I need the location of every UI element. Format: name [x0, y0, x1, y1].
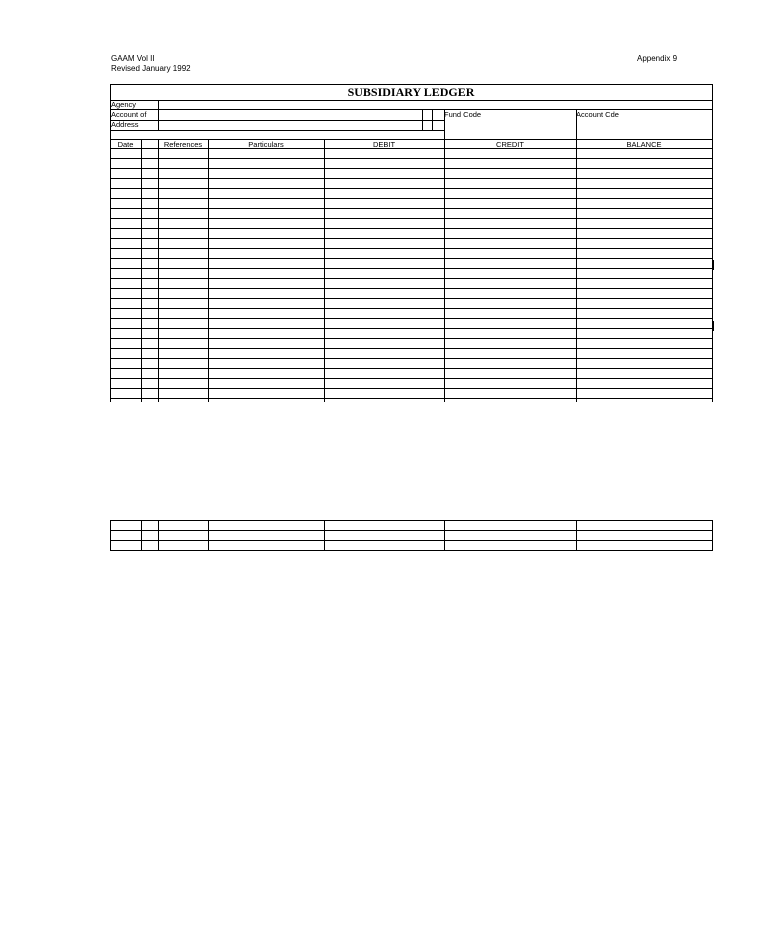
- fund-code-label: Fund Code: [444, 110, 482, 119]
- edge-mark: [713, 260, 714, 270]
- ledger-row-line: [110, 248, 712, 249]
- ledger-row-line: [110, 358, 712, 359]
- ledger-row-line: [110, 348, 712, 349]
- label-column-divider: [158, 100, 159, 130]
- continuation-column-divider: [576, 520, 577, 551]
- ledger-row-line: [110, 298, 712, 299]
- continuation-column-divider: [158, 520, 159, 551]
- form-left-border: [110, 84, 111, 402]
- ledger-row-line: [110, 398, 712, 399]
- account-of-label: Account of: [111, 110, 147, 119]
- ledger-row-line: [110, 338, 712, 339]
- title-divider: [110, 100, 712, 101]
- ledger-row-line: [110, 198, 712, 199]
- continuation-row-line: [110, 520, 712, 521]
- continuation-column-divider: [444, 520, 445, 551]
- ledger-row-line: [110, 228, 712, 229]
- ledger-column-divider: [141, 139, 142, 402]
- continuation-column-divider: [110, 520, 111, 551]
- ledger-row-line: [110, 178, 712, 179]
- ledger-column-divider: [208, 139, 209, 402]
- ledger-title: SUBSIDIARY LEDGER: [347, 85, 475, 99]
- agency-label: Agency: [111, 100, 137, 109]
- document-header-left: [111, 54, 191, 74]
- continuation-row-line: [110, 540, 712, 541]
- continuation-row-line: [110, 530, 712, 531]
- ledger-row-line: [110, 378, 712, 379]
- column-header-debit: DEBIT: [372, 140, 396, 149]
- ledger-row-line: [110, 288, 712, 289]
- header-block-bottom: [110, 139, 712, 140]
- ledger-row-line: [110, 318, 712, 319]
- account-box-divider: [432, 109, 433, 130]
- column-header-particulars: Particulars: [248, 140, 284, 149]
- appendix-label: Appendix 9: [637, 54, 678, 63]
- ledger-row-line: [110, 168, 712, 169]
- ledger-row-line: [110, 308, 712, 309]
- ledger-row-line: [110, 368, 712, 369]
- fund-code-divider: [444, 109, 445, 139]
- ledger-column-divider: [444, 139, 445, 402]
- ledger-column-divider: [324, 139, 325, 402]
- ledger-row-line: [110, 328, 712, 329]
- column-header-references: References: [163, 140, 203, 149]
- account-code-divider: [576, 109, 577, 139]
- revision-date: Revised January 1992: [111, 64, 191, 73]
- ledger-row-line: [110, 238, 712, 239]
- address-label: Address: [111, 120, 139, 129]
- continuation-column-divider: [712, 520, 713, 551]
- form-top-border: [110, 84, 712, 85]
- column-header-bottom: [110, 148, 712, 149]
- ledger-row-line: [110, 218, 712, 219]
- column-header-date: Date: [117, 140, 134, 149]
- ledger-row-line: [110, 158, 712, 159]
- continuation-column-divider: [141, 520, 142, 551]
- ledger-row-line: [110, 208, 712, 209]
- column-header-credit: CREDIT: [496, 140, 524, 149]
- account-box-divider: [422, 109, 423, 130]
- account-row-divider: [110, 120, 444, 121]
- ledger-column-divider: [576, 139, 577, 402]
- continuation-row-line: [110, 550, 712, 551]
- ledger-row-line: [110, 388, 712, 389]
- ledger-row-line: [110, 188, 712, 189]
- address-row-divider: [110, 130, 444, 131]
- form-right-border: [712, 84, 713, 402]
- continuation-column-divider: [208, 520, 209, 551]
- subsidiary-ledger-form: [110, 84, 712, 402]
- continuation-column-divider: [324, 520, 325, 551]
- account-code-label: Account Cde: [576, 110, 619, 119]
- edge-mark: [713, 321, 714, 331]
- manual-reference: GAAM Vol II: [111, 54, 155, 63]
- column-header-balance: BALANCE: [626, 140, 662, 149]
- ledger-continuation-rows: [110, 520, 712, 551]
- agency-row-divider: [110, 109, 712, 110]
- ledger-row-line: [110, 258, 712, 259]
- ledger-row-line: [110, 268, 712, 269]
- ledger-row-line: [110, 278, 712, 279]
- ledger-column-divider: [158, 139, 159, 402]
